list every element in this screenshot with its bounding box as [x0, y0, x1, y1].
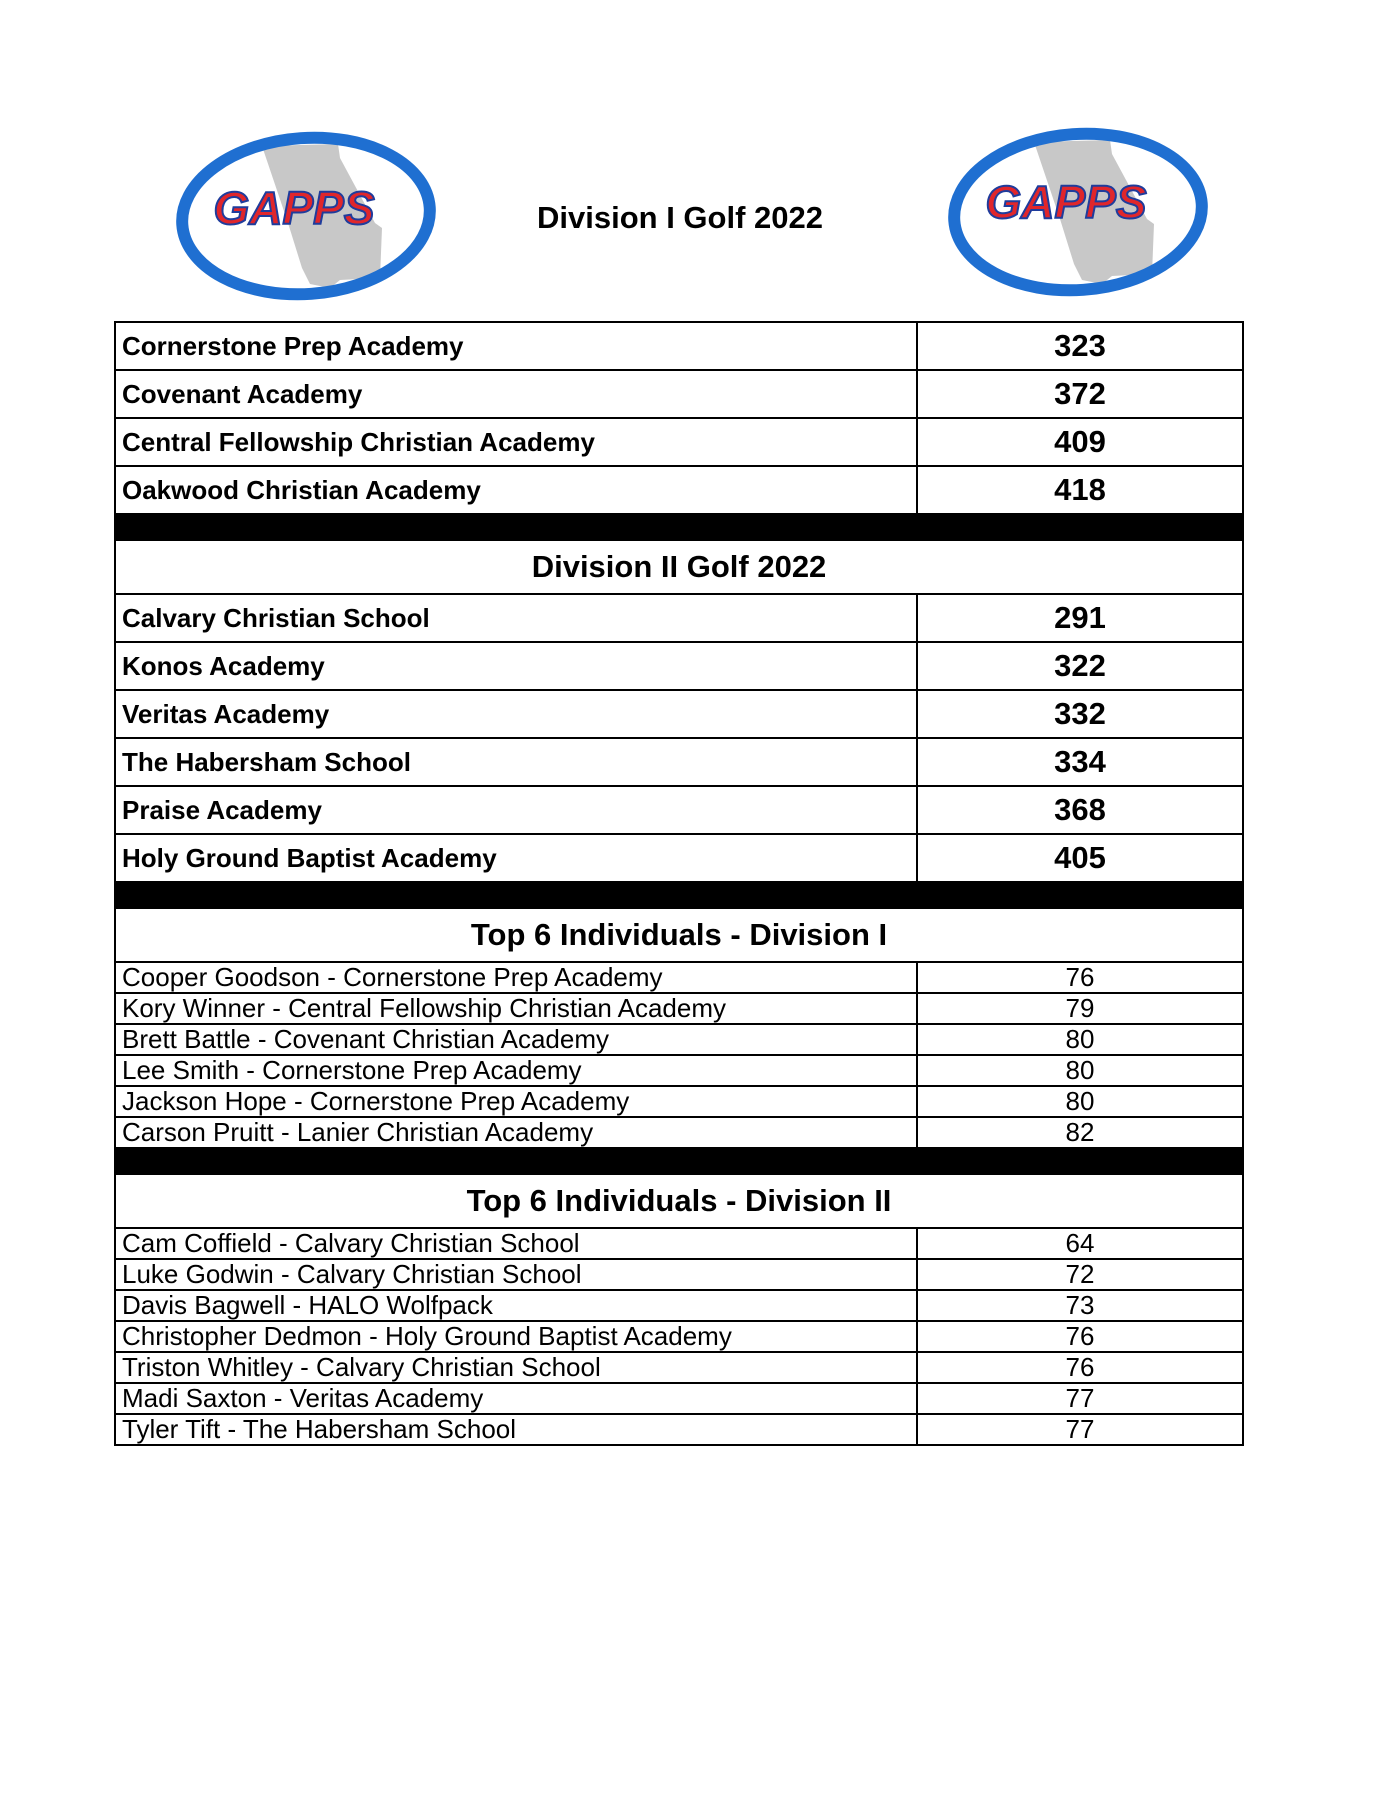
team-row	[115, 594, 1243, 642]
team-score: 332	[917, 690, 1243, 738]
team-name: Praise Academy	[115, 786, 917, 834]
gapps-logo-left	[170, 128, 442, 308]
individual-row	[115, 1228, 1243, 1259]
team-name: Central Fellowship Christian Academy	[115, 418, 917, 466]
individual-row	[115, 993, 1243, 1024]
team-row	[115, 466, 1243, 514]
individual-row	[115, 1414, 1243, 1445]
individual-name: Brett Battle - Covenant Christian Academy	[115, 1024, 917, 1055]
results-table	[114, 321, 1244, 1446]
individual-row	[115, 1321, 1243, 1352]
individual-score: 77	[917, 1383, 1243, 1414]
gapps-logo-graphic	[170, 128, 442, 308]
team-row	[115, 786, 1243, 834]
team-name: Veritas Academy	[115, 690, 917, 738]
individual-score: 72	[917, 1259, 1243, 1290]
individual-name: Jackson Hope - Cornerstone Prep Academy	[115, 1086, 917, 1117]
team-score: 322	[917, 642, 1243, 690]
section-header	[115, 540, 1243, 594]
logo-text: GAPPS	[985, 176, 1147, 228]
individual-name: Davis Bagwell - HALO Wolfpack	[115, 1290, 917, 1321]
individual-score: 80	[917, 1055, 1243, 1086]
individual-score: 64	[917, 1228, 1243, 1259]
team-row	[115, 322, 1243, 370]
individual-score: 80	[917, 1024, 1243, 1055]
individual-name: Cam Coffield - Calvary Christian School	[115, 1228, 917, 1259]
individual-name: Luke Godwin - Calvary Christian School	[115, 1259, 917, 1290]
team-score: 418	[917, 466, 1243, 514]
separator-bar	[115, 514, 1243, 540]
team-row	[115, 738, 1243, 786]
individual-row	[115, 1055, 1243, 1086]
team-score: 368	[917, 786, 1243, 834]
logo-text: GAPPS	[213, 182, 375, 234]
team-name: Cornerstone Prep Academy	[115, 322, 917, 370]
team-row	[115, 418, 1243, 466]
individual-score: 76	[917, 962, 1243, 993]
individual-name: Kory Winner - Central Fellowship Christian Academy	[115, 993, 917, 1024]
team-score: 323	[917, 322, 1243, 370]
team-score: 409	[917, 418, 1243, 466]
individual-row	[115, 1290, 1243, 1321]
individual-row	[115, 1024, 1243, 1055]
individual-name: Christopher Dedmon - Holy Ground Baptist Academy	[115, 1321, 917, 1352]
team-row	[115, 370, 1243, 418]
individual-name: Carson Pruitt - Lanier Christian Academy	[115, 1117, 917, 1148]
individual-score: 77	[917, 1414, 1243, 1445]
individual-name: Lee Smith - Cornerstone Prep Academy	[115, 1055, 917, 1086]
section-header	[115, 1174, 1243, 1228]
individual-score: 82	[917, 1117, 1243, 1148]
individual-row	[115, 1383, 1243, 1414]
team-name: Oakwood Christian Academy	[115, 466, 917, 514]
individual-row	[115, 1086, 1243, 1117]
individual-row	[115, 1259, 1243, 1290]
team-name: The Habersham School	[115, 738, 917, 786]
section-title: Top 6 Individuals - Division I	[115, 908, 1243, 962]
section-header	[115, 908, 1243, 962]
team-score: 334	[917, 738, 1243, 786]
team-name: Calvary Christian School	[115, 594, 917, 642]
team-row	[115, 690, 1243, 738]
team-name: Covenant Academy	[115, 370, 917, 418]
team-score: 405	[917, 834, 1243, 882]
individual-name: Tyler Tift - The Habersham School	[115, 1414, 917, 1445]
page-title: Division I Golf 2022	[537, 200, 823, 235]
individual-score: 76	[917, 1321, 1243, 1352]
individual-score: 73	[917, 1290, 1243, 1321]
gapps-logo-graphic	[942, 124, 1214, 304]
team-row	[115, 642, 1243, 690]
team-score: 372	[917, 370, 1243, 418]
individual-score: 76	[917, 1352, 1243, 1383]
gapps-logo-right	[942, 124, 1214, 304]
team-score: 291	[917, 594, 1243, 642]
individual-name: Madi Saxton - Veritas Academy	[115, 1383, 917, 1414]
individual-name: Cooper Goodson - Cornerstone Prep Academy	[115, 962, 917, 993]
section-title: Division II Golf 2022	[115, 540, 1243, 594]
team-row	[115, 834, 1243, 882]
individual-name: Triston Whitley - Calvary Christian School	[115, 1352, 917, 1383]
individual-row	[115, 962, 1243, 993]
team-name: Holy Ground Baptist Academy	[115, 834, 917, 882]
individual-row	[115, 1352, 1243, 1383]
results-table-body	[115, 322, 1243, 1445]
individual-score: 79	[917, 993, 1243, 1024]
section-title: Top 6 Individuals - Division II	[115, 1174, 1243, 1228]
individual-row	[115, 1117, 1243, 1148]
separator-bar	[115, 1148, 1243, 1174]
separator-bar	[115, 882, 1243, 908]
team-name: Konos Academy	[115, 642, 917, 690]
individual-score: 80	[917, 1086, 1243, 1117]
